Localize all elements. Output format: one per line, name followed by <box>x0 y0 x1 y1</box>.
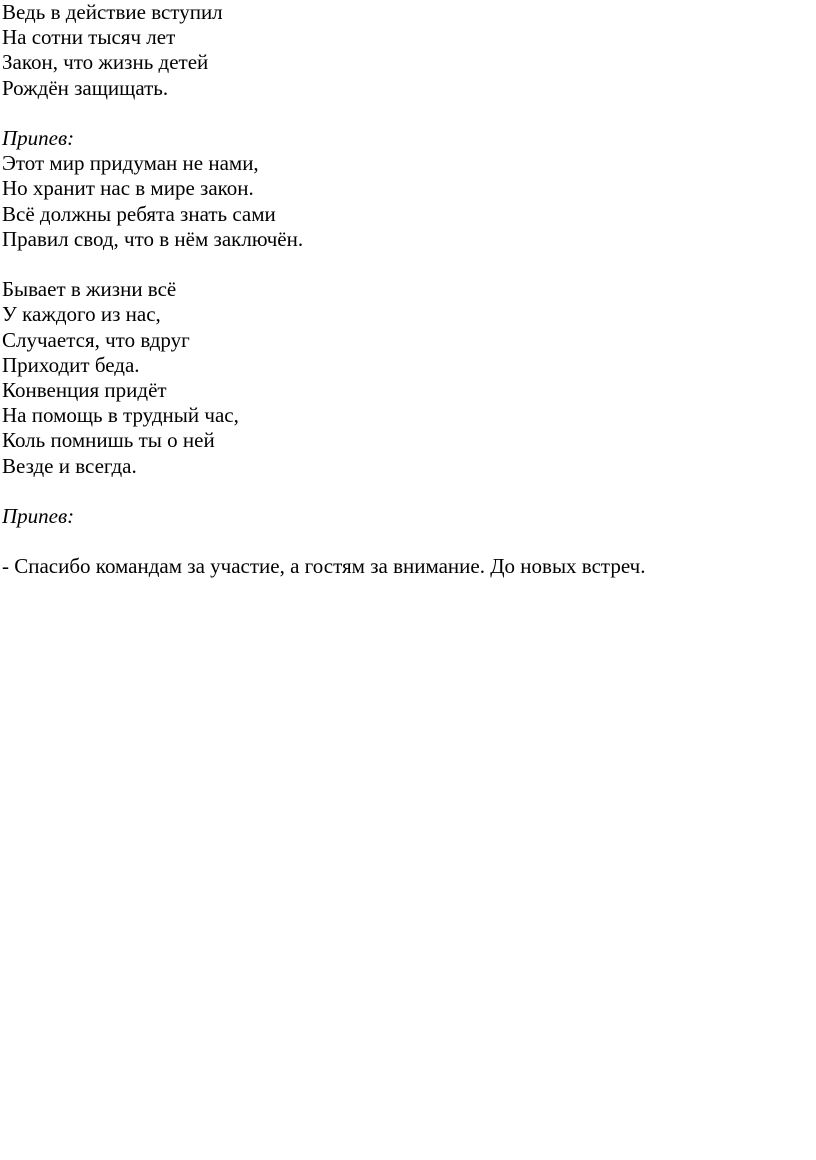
chorus <box>2 151 802 252</box>
chorus-line: Всё должны ребята знать сами <box>2 201 276 226</box>
verse-line: На помощь в трудный час, <box>2 403 239 428</box>
verse-line: Коль помнишь ты о ней <box>2 428 215 453</box>
blank-line <box>2 101 802 126</box>
blank-line <box>2 252 802 277</box>
verse-line: Рождён защищать. <box>2 75 169 100</box>
document-text <box>2 0 802 580</box>
verse-line: Приходит беда. <box>2 352 140 377</box>
verse-line: На сотни тысяч лет <box>2 25 176 50</box>
verse-1 <box>2 0 802 101</box>
chorus-line: Этот мир придуман не нами, <box>2 151 259 176</box>
verse-line: Везде и всегда. <box>2 453 137 478</box>
chorus-line: Но хранит нас в мире закон. <box>2 176 254 201</box>
verse-line: Бывает в жизни всё <box>2 277 177 302</box>
verse-line: Закон, что жизнь детей <box>2 50 209 75</box>
verse-line: У каждого из нас, <box>2 302 161 327</box>
closing-remark: - Спасибо командам за участие, а гостям за внимание. До новых встреч. <box>2 554 646 579</box>
chorus-line: Правил свод, что в нём заключён. <box>2 226 304 251</box>
chorus-label: Припев: <box>2 126 75 150</box>
verse-line: Конвенция придёт <box>2 378 167 403</box>
verse-2 <box>2 277 802 479</box>
blank-line <box>2 529 802 554</box>
blank-line <box>2 479 802 504</box>
verse-line: Случается, что вдруг <box>2 327 190 352</box>
verse-line: Ведь в действие вступил <box>2 0 223 24</box>
chorus-label: Припев: <box>2 504 75 529</box>
